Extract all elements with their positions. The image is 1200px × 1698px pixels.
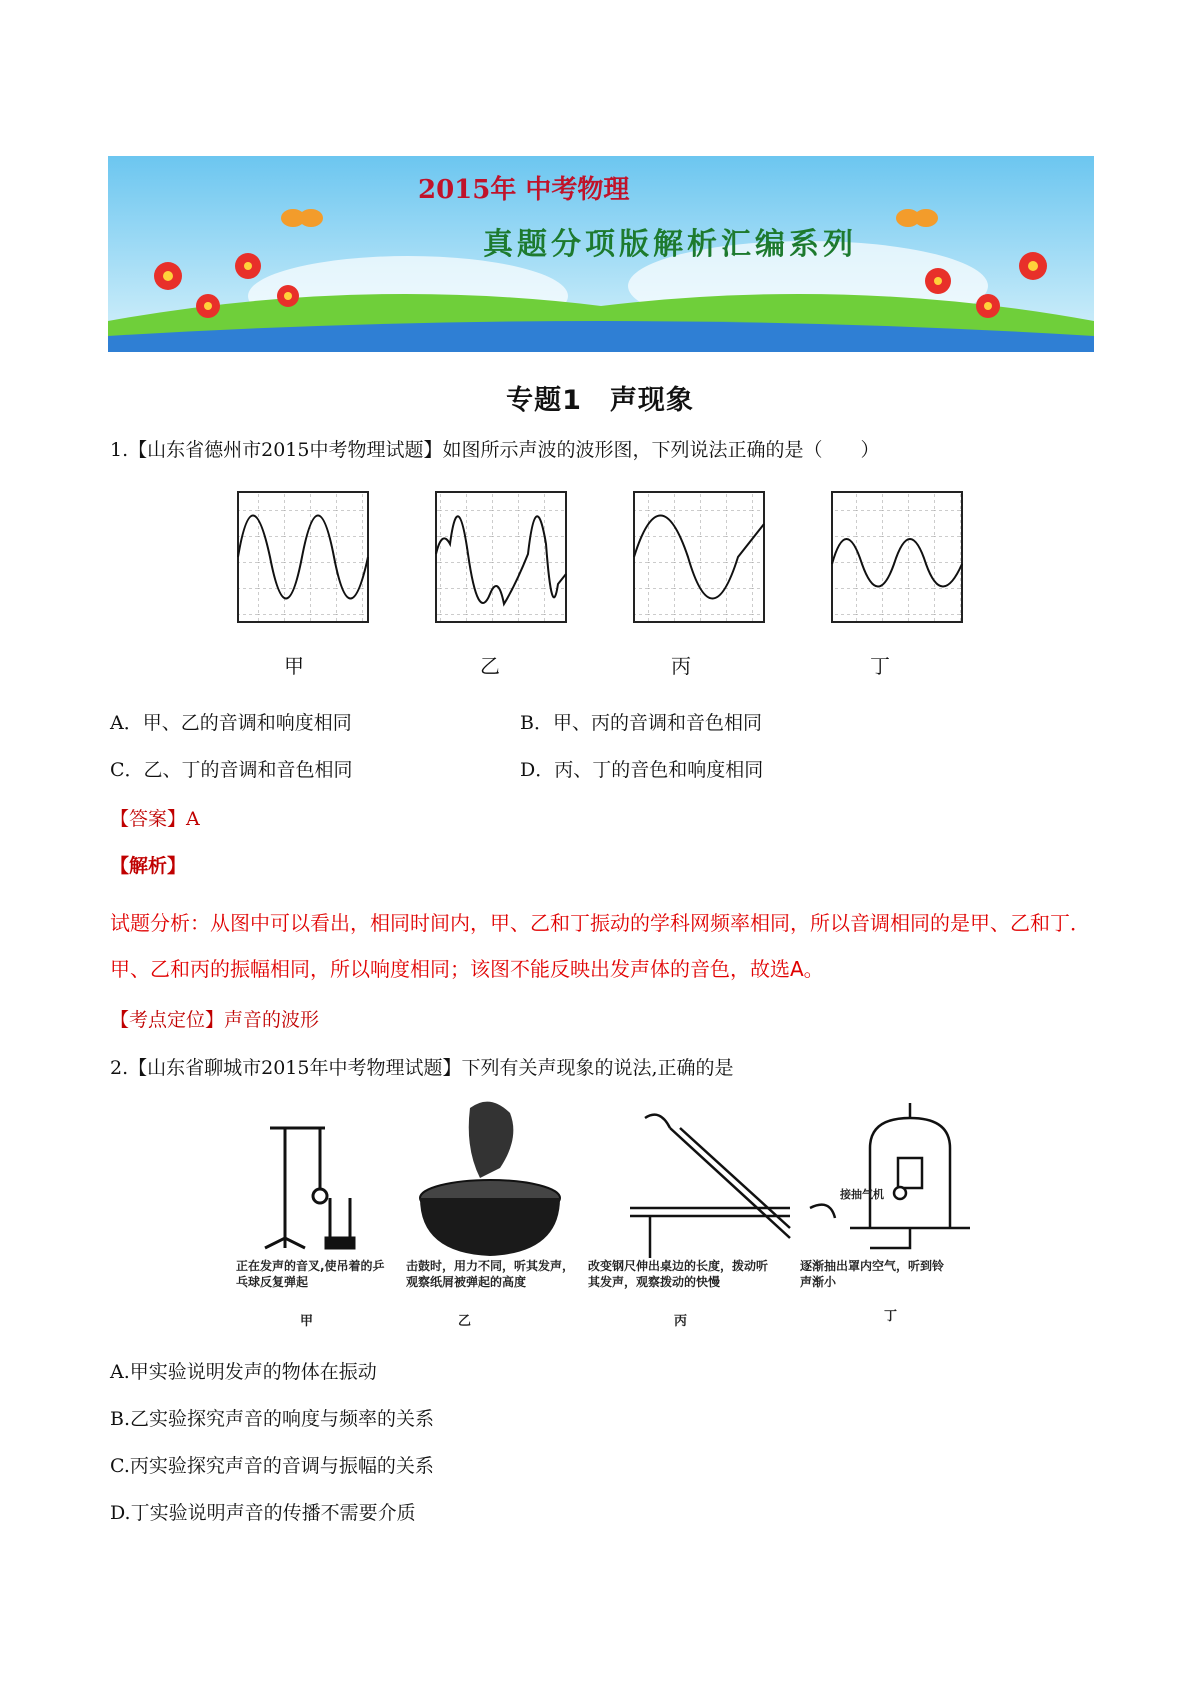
wave-jia: [238, 492, 368, 622]
page-title: 专题1 声现象: [506, 385, 694, 416]
wave-label-bing: 丙: [671, 654, 691, 678]
banner-line2: 真题分项版解析汇编系列: [483, 227, 857, 262]
tuning-fork-icon: [265, 1128, 354, 1248]
wave-label-jia: 甲: [284, 654, 304, 678]
banner-line1: 2015年 中考物理: [418, 175, 630, 205]
q2-option-a: A.甲实验说明发声的物体在振动: [110, 1361, 377, 1383]
exp-label-ding: 丁: [884, 1309, 898, 1324]
q1-kaodian: 【考点定位】声音的波形: [110, 1009, 320, 1031]
wave-label-ding: 丁: [870, 654, 890, 678]
q1-option-b: B．甲、丙的音调和音色相同: [520, 712, 762, 734]
wave-ding: [832, 492, 962, 622]
drum-icon: [420, 1102, 560, 1256]
bell-jar-icon: [850, 1103, 970, 1248]
q1-option-d: D．丙、丁的音色和响度相同: [520, 759, 764, 781]
q1-analysis-tag: 【解析】: [110, 855, 187, 877]
wave-bing: [634, 492, 764, 622]
ruler-icon: [630, 1115, 835, 1258]
q1-analysis: 试题分析：从图中可以看出，相同时间内，甲、乙和丁振动的学科网频率相同，所以音调相同的是甲、乙和丁．甲、乙和丙的振幅相同，所以响度相同；该图不能反映出发声体的音色，故选A。: [110, 911, 1090, 981]
q1-option-c: C．乙、丁的音调和音色相同: [110, 759, 353, 781]
exp-caption-yi: 击鼓时，用力不同，听其发声，观察纸屑被弹起的高度: [406, 1259, 575, 1289]
wave-label-yi: 乙: [480, 654, 500, 678]
q2-option-b: B.乙实验探究声音的响度与频率的关系: [110, 1408, 435, 1430]
exp-caption-bing: 改变钢尺伸出桌边的长度，拨动听其发声，观察拨动的快慢: [588, 1259, 769, 1289]
exp-label-yi: 乙: [458, 1314, 472, 1329]
exp-caption-ding: 逐渐抽出罩内空气，听到铃声渐小: [800, 1259, 945, 1289]
q2-option-c: C.丙实验探究声音的音调与振幅的关系: [110, 1455, 434, 1477]
exp-caption-jia: 正在发声的音叉,使吊着的乒乓球反复弹起: [236, 1259, 385, 1289]
q1-option-a: A．甲、乙的音调和响度相同: [110, 712, 352, 734]
exp-label-jia: 甲: [300, 1314, 314, 1329]
exp-label-bing: 丙: [674, 1314, 688, 1329]
wave-yi: [436, 492, 566, 622]
q1-answer: 【答案】A: [110, 808, 200, 830]
experiment-figure: [230, 1098, 970, 1328]
q2-option-d: D.丁实验说明声音的传播不需要介质: [110, 1502, 416, 1524]
q1-stem: 1.【山东省德州市2015中考物理试题】如图所示声波的波形图，下列说法正确的是（ ）: [110, 439, 880, 461]
q2-stem: 2.【山东省聊城市2015年中考物理试题】下列有关声现象的说法,正确的是: [110, 1057, 734, 1079]
header-banner: [108, 156, 1094, 352]
pump-label: 接抽气机: [840, 1188, 884, 1201]
